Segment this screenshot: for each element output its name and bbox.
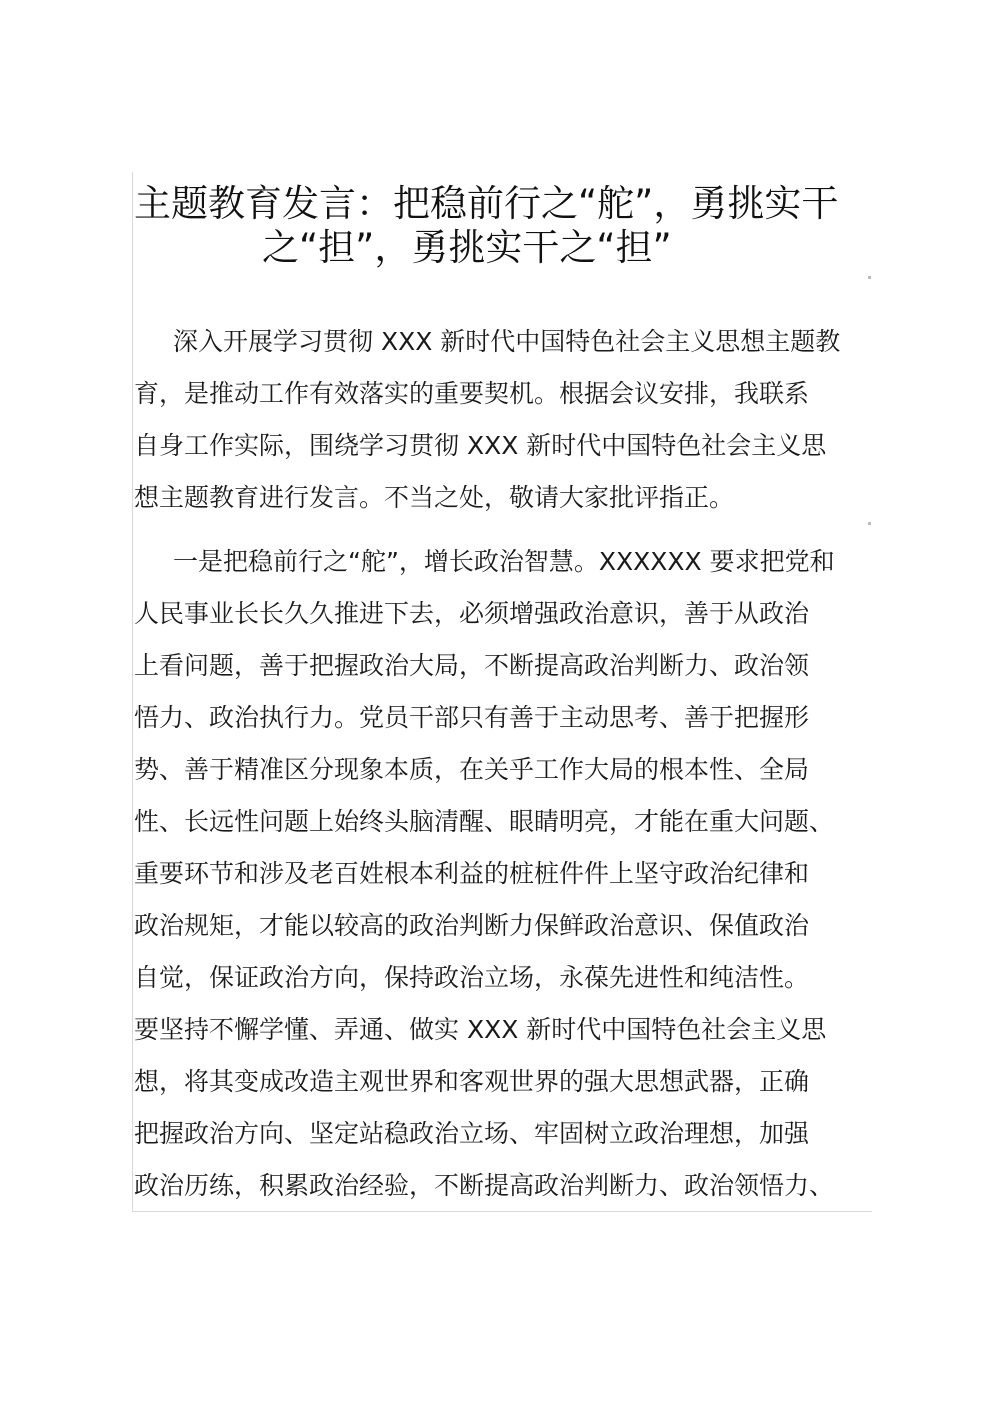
paragraph-1-line: 自身工作实际，围绕学习贯彻 XXX 新时代中国特色社会主义思 bbox=[134, 431, 827, 460]
document-title-line-2: 之“担”，勇挑实干之“担” bbox=[262, 226, 672, 269]
paragraph-2-line: 上看问题，善于把握政治大局，不断提高政治判断力、政治领 bbox=[134, 651, 810, 680]
paragraph-2-line: 一是把稳前行之“舵”，增长政治智慧。XXXXXX 要求把党和 bbox=[173, 547, 835, 576]
paragraph-2-line: 人民事业长长久久推进下去，必须增强政治意识，善于从政治 bbox=[134, 599, 810, 628]
document-title-line-1: 主题教育发言：把稳前行之“舵”，勇挑实干 bbox=[134, 182, 839, 225]
paragraph-mark bbox=[868, 276, 871, 279]
paragraph-mark bbox=[868, 522, 871, 525]
paragraph-2-line: 性、长远性问题上始终头脑清醒、眼睛明亮，才能在重大问题、 bbox=[134, 807, 835, 836]
paragraph-2-line: 悟力、政治执行力。党员干部只有善于主动思考、善于把握形 bbox=[134, 703, 810, 732]
paragraph-2-line: 想，将其变成改造主观世界和客观世界的强大思想武器，正确 bbox=[134, 1067, 810, 1096]
paragraph-1-line: 育，是推动工作有效落实的重要契机。根据会议安排，我联系 bbox=[134, 379, 810, 408]
paragraph-1-line: 想主题教育进行发言。不当之处，敬请大家批评指正。 bbox=[134, 483, 735, 512]
paragraph-2-line: 势、善于精准区分现象本质，在关乎工作大局的根本性、全局 bbox=[134, 755, 810, 784]
paragraph-2-line: 重要环节和涉及老百姓根本利益的桩桩件件上坚守政治纪律和 bbox=[134, 859, 810, 888]
paragraph-2-line: 政治历练，积累政治经验，不断提高政治判断力、政治领悟力、 bbox=[134, 1171, 835, 1200]
paragraph-2-line: 自觉，保证政治方向，保持政治立场，永葆先进性和纯洁性。 bbox=[134, 963, 810, 992]
paragraph-2-line: 要坚持不懈学懂、弄通、做实 XXX 新时代中国特色社会主义思 bbox=[134, 1015, 827, 1044]
paragraph-2-line: 政治规矩，才能以较高的政治判断力保鲜政治意识、保值政治 bbox=[134, 911, 810, 940]
paragraph-2-line: 把握政治方向、坚定站稳政治立场、牢固树立政治理想，加强 bbox=[134, 1119, 810, 1148]
paragraph-1-line: 深入开展学习贯彻 XXX 新时代中国特色社会主义思想主题教 bbox=[173, 327, 841, 356]
